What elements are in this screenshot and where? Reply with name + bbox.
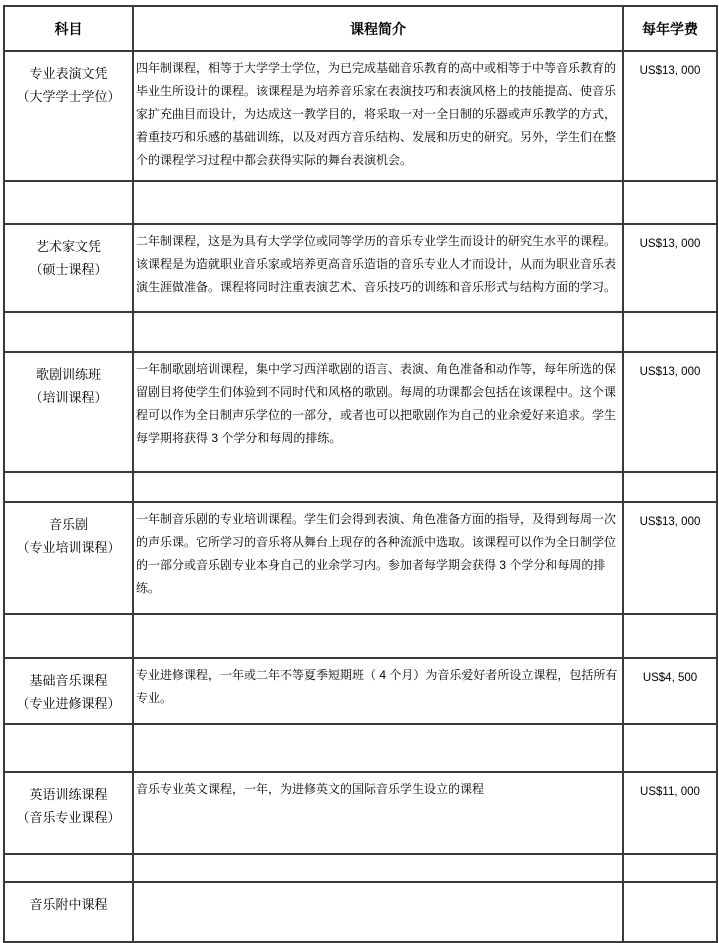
- spacer-row: [4, 614, 717, 658]
- empty-cell: [623, 472, 717, 502]
- subject-note: （硕士课程）: [29, 262, 108, 277]
- subject-title: 歌剧训练班: [35, 367, 101, 382]
- table-row: [4, 224, 717, 312]
- subject-title: 英语训练课程: [29, 787, 108, 802]
- spacer-row: [4, 724, 717, 772]
- subject-note: （专业进修课程）: [16, 696, 121, 711]
- table-row: [4, 352, 717, 472]
- description-cell: 专业进修课程，一年或二年不等夏季短期班（ 4 个月）为音乐爱好者所设立课程，包括所有专业。: [133, 658, 623, 724]
- fee-cell: [623, 882, 717, 942]
- spacer-row: [4, 854, 717, 882]
- table-row: [4, 51, 717, 181]
- subject-cell: [4, 502, 133, 614]
- empty-cell: [623, 724, 717, 772]
- empty-cell: [4, 312, 133, 352]
- subject-cell: [4, 882, 133, 942]
- empty-cell: [623, 614, 717, 658]
- empty-cell: [4, 854, 133, 882]
- empty-cell: [133, 724, 623, 772]
- subject-title: 音乐附中课程: [29, 897, 108, 912]
- table-row: [4, 658, 717, 724]
- fee-cell: US$13, 000: [623, 51, 717, 181]
- empty-cell: [623, 854, 717, 882]
- empty-cell: [133, 614, 623, 658]
- subject-title: 专业表演文凭: [29, 66, 108, 81]
- spacer-row: [4, 181, 717, 224]
- description-cell: 二年制课程，这是为具有大学学位或同等学历的音乐专业学生而设计的研究生水平的课程。该课程是为造就职业音乐家或培养更高音乐造诣的音乐专业人才而设计，从而为职业音乐表演生涯做准备。课程将同时注重表演艺术、音乐技巧的训练和音乐形式与结构方面的学习。: [133, 224, 623, 312]
- subject-cell: [4, 658, 133, 724]
- empty-cell: [4, 472, 133, 502]
- description-cell: 四年制课程，相等于大学学士学位，为已完成基础音乐教育的高中或相等于中等音乐教育的毕业生所设计的课程。该课程是为培养音乐家在表演技巧和表演风格上的技能提高、使音乐家扩充曲目而设计，为达成这一教学目的，将采取一对一全日制的乐器或声乐教学的方式，着重技巧和乐感的基础训练，以及对西方音乐结构、发展和历史的研究。另外，学生们在整个的课程学习过程中都会获得实际的舞台表演机会。: [133, 51, 623, 181]
- subject-title: 艺术家文凭: [35, 239, 101, 254]
- empty-cell: [623, 312, 717, 352]
- empty-cell: [4, 724, 133, 772]
- fee-cell: US$4, 500: [623, 658, 717, 724]
- subject-cell: [4, 352, 133, 472]
- fee-cell: US$13, 000: [623, 352, 717, 472]
- description-cell: 一年制音乐剧的专业培训课程。学生们会得到表演、角色准备方面的指导，及得到每周一次的声乐课。它所学习的音乐将从舞台上现存的各种流派中选取。该课程可以作为全日制学位的一部分或音乐剧专业本身自己的业余学习内。参加者每学期会获得 3 个学分和每周的排练。: [133, 502, 623, 614]
- subject-cell: [4, 224, 133, 312]
- description-cell: 音乐专业英文课程，一年，为进修英文的国际音乐学生设立的课程: [133, 772, 623, 854]
- table-row: [4, 772, 717, 854]
- table-row: [4, 502, 717, 614]
- subject-cell: [4, 51, 133, 181]
- header-description: 课程简介: [133, 6, 623, 51]
- empty-cell: [133, 854, 623, 882]
- header-subject: 科目: [4, 6, 133, 51]
- subject-note: （专业培训课程）: [16, 540, 121, 555]
- empty-cell: [4, 181, 133, 224]
- table-row-partial: [4, 882, 717, 942]
- course-table: [3, 5, 718, 943]
- subject-title: 基础音乐课程: [29, 673, 108, 688]
- spacer-row: [4, 472, 717, 502]
- fee-cell: US$13, 000: [623, 224, 717, 312]
- empty-cell: [623, 181, 717, 224]
- empty-cell: [133, 312, 623, 352]
- subject-title: 音乐剧: [48, 517, 88, 532]
- description-cell: [133, 882, 623, 942]
- subject-cell: [4, 772, 133, 854]
- table-header-row: [4, 6, 717, 51]
- subject-note: （培训课程）: [29, 390, 108, 405]
- empty-cell: [4, 614, 133, 658]
- subject-note: （音乐专业课程）: [16, 810, 121, 825]
- empty-cell: [133, 472, 623, 502]
- header-fee: 每年学费: [623, 6, 717, 51]
- fee-cell: US$13, 000: [623, 502, 717, 614]
- spacer-row: [4, 312, 717, 352]
- subject-note: （大学学士学位）: [16, 89, 121, 104]
- fee-cell: US$11, 000: [623, 772, 717, 854]
- empty-cell: [133, 181, 623, 224]
- description-cell: 一年制歌剧培训课程，集中学习西洋歌剧的语言、表演、角色准备和动作等，每年所选的保留剧目将使学生们体验到不同时代和风格的歌剧。每周的功课都会包括在该课程中。这个课程可以作为全日制声乐学位的一部分，或者也可以把歌剧作为自己的业余爱好来追求。学生每学期将获得 3 个学分和每周的排练。: [133, 352, 623, 472]
